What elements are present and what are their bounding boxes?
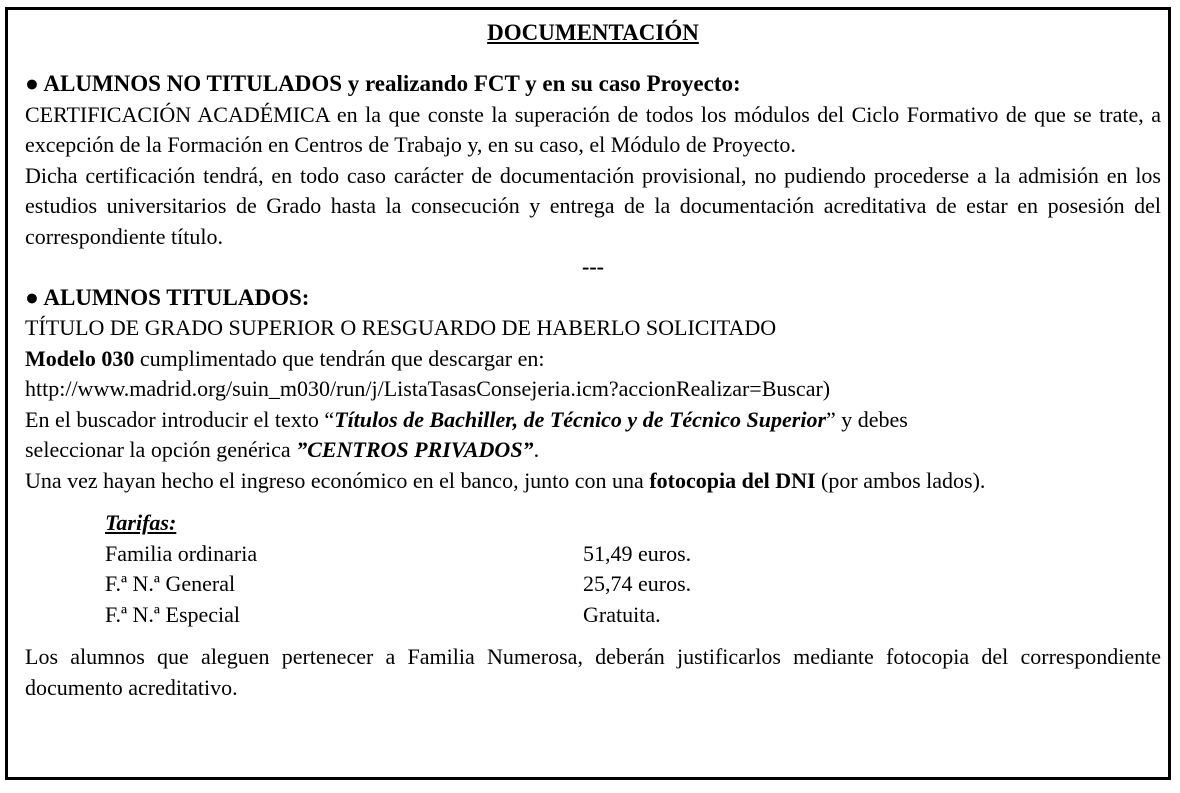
pay-text-post: (por ambos lados). (815, 467, 986, 493)
search-text-post: ” y debes (826, 406, 908, 432)
separator: --- (582, 254, 604, 279)
search-instruction (25, 405, 1161, 436)
tarifa-price: 51,49 euros. (583, 540, 692, 566)
titulo-line: TÍTULO DE GRADO SUPERIOR O RESGUARDO DE HABERLO SOLICITADO (25, 315, 777, 340)
modelo-line (25, 344, 1161, 375)
select-term: ”CENTROS PRIVADOS” (296, 437, 534, 462)
tarifa-price: 25,74 euros. (583, 571, 692, 596)
tarifa-price: Gratuita. (583, 601, 661, 627)
select-instruction (25, 435, 1161, 466)
download-url: http://www.madrid.org/suin_m030/run/j/ListaTasasConsejeria.icm?accionRealizar=Buscar) (25, 376, 831, 401)
tarifa-name: F.ª N.ª General (105, 571, 236, 596)
tarifa-row (105, 539, 1161, 570)
pay-text-bold: fotocopia del DNI (649, 467, 816, 493)
tarifas-title: Tarifas: (105, 510, 177, 535)
document-title: DOCUMENTACIÓN (487, 20, 699, 45)
tarifa-row (105, 600, 1161, 631)
modelo-text: cumplimentado que tendrán que descargar en: (134, 345, 545, 371)
tarifas-block (105, 508, 1161, 630)
search-text-pre: En el buscador introducir el texto “ (25, 406, 335, 432)
paragraph-provisional: Dicha certificación tendrá, en todo caso carácter de documentación provisional, no pudiendo procederse a la admisión en los estudios universitarios de Grado hasta la consecución y entrega de la documentación acreditativa de estar en posesión del correspondiente título. (25, 162, 1161, 249)
modelo-label: Modelo 030 (25, 345, 135, 371)
select-text-pre: seleccionar la opción genérica (25, 437, 297, 462)
paragraph-familia-numerosa: Los alumnos que aleguen pertenecer a Familia Numerosa, deberán justificarlos mediante fotocopia del correspondiente documento acreditativo. (25, 644, 1161, 700)
paragraph-certificacion: CERTIFICACIÓN ACADÉMICA en la que conste la superación de todos los módulos del Ciclo Formativo de que se trate, a excepción de la Formación en Centros de Trabajo y, en su caso, el Módulo de Proyecto. (25, 101, 1161, 157)
section-heading-titulados: ● ALUMNOS TITULADOS: (25, 284, 310, 310)
search-term: Títulos de Bachiller, de Técnico y de Técnico Superior (334, 406, 827, 432)
tarifa-name: Familia ordinaria (105, 540, 258, 566)
document-frame (5, 7, 1171, 780)
tarifa-row (105, 569, 1161, 600)
section-heading-no-titulados: ● ALUMNOS NO TITULADOS y realizando FCT y en su caso Proyecto: (25, 71, 741, 96)
select-text-post: . (533, 437, 540, 462)
document-content (25, 20, 1161, 703)
pay-text-pre: Una vez hayan hecho el ingreso económico en el banco, junto con una (25, 467, 650, 493)
payment-instruction (25, 466, 1161, 497)
tarifa-name: F.ª N.ª Especial (105, 601, 241, 627)
